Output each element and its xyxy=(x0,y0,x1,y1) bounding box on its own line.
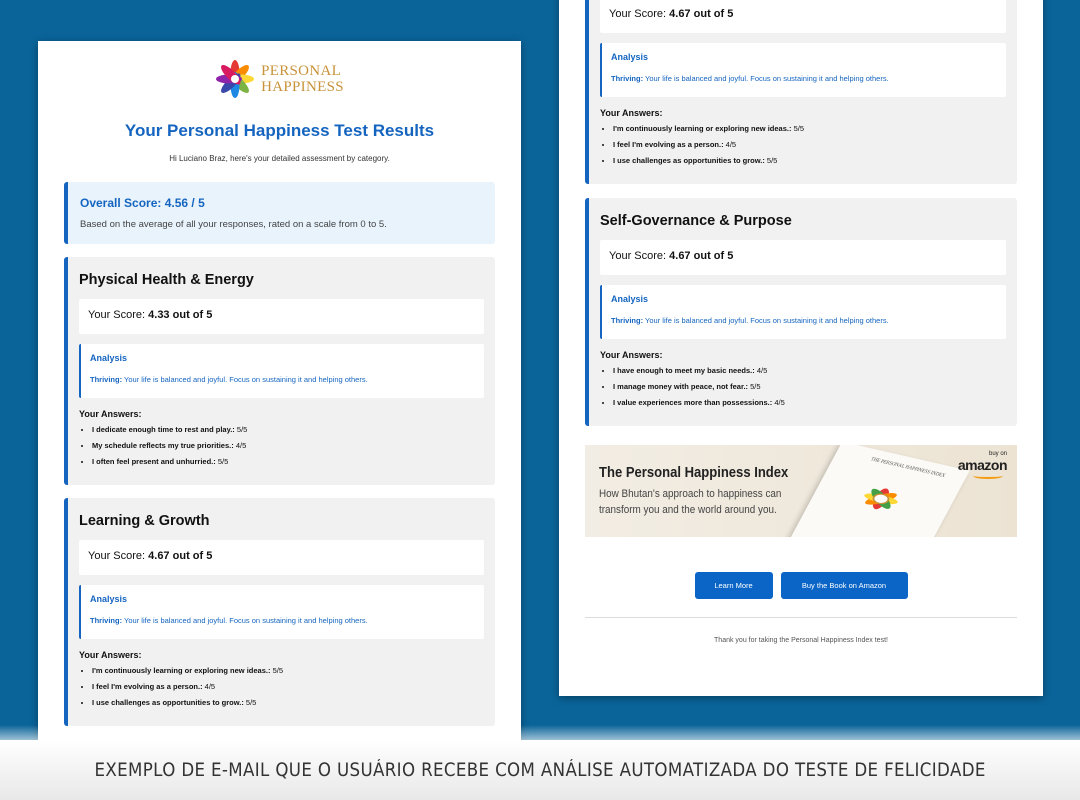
score-suffix: out of 5 xyxy=(172,309,213,321)
analysis-text xyxy=(90,375,475,384)
score-box xyxy=(79,540,484,575)
book-cover-title: THE PERSONAL HAPPINESS INDEX xyxy=(869,457,947,480)
analysis-status: Thriving: xyxy=(611,316,644,325)
score-suffix: out of 5 xyxy=(172,550,213,562)
answer-item: • I feel I'm evolving as a person.: 4/5 xyxy=(92,682,484,691)
flower-logo-icon xyxy=(215,59,255,99)
amazon-smile-icon xyxy=(973,473,1003,479)
analysis-box xyxy=(79,344,484,398)
analysis-title: Analysis xyxy=(611,52,649,62)
overall-score-title: Overall Score: 4.56 / 5 xyxy=(80,196,205,210)
email-preview-top xyxy=(38,41,521,761)
score-label: Your Score: xyxy=(609,8,667,20)
learn-more-button[interactable]: Learn More xyxy=(695,572,773,599)
analysis-title: Analysis xyxy=(90,353,128,363)
score-label: Your Score: xyxy=(88,550,146,562)
caption-bar xyxy=(0,740,1080,800)
answer-item: • I manage money with peace, not fear.: 5/5 xyxy=(613,382,1006,391)
answers-heading: Your Answers: xyxy=(79,650,142,660)
brand-line-1: PERSONAL xyxy=(261,63,342,79)
score-value: 4.67 xyxy=(669,250,691,262)
footer-divider xyxy=(585,617,1017,618)
category-self-governance-card xyxy=(585,198,1017,426)
answer-item: • I use challenges as opportunities to grow.: 5/5 xyxy=(613,156,1006,165)
answer-item: • I value experiences more than possessions.: 4/5 xyxy=(613,398,1006,407)
category-title: Learning & Growth xyxy=(79,513,210,529)
brand-line-2: HAPPINESS xyxy=(261,79,344,95)
analysis-text xyxy=(611,74,997,83)
answer-item: • My schedule reflects my true priorities.: 4/5 xyxy=(92,441,484,450)
answer-item: • I often feel present and unhurried.: 5/5 xyxy=(92,457,484,466)
category-physical-health-card xyxy=(64,257,495,485)
analysis-title: Analysis xyxy=(90,594,128,604)
analysis-title: Analysis xyxy=(611,294,649,304)
category-title: Self-Governance & Purpose xyxy=(600,213,792,229)
score-value: 4.67 xyxy=(148,550,170,562)
answers-list xyxy=(79,425,484,466)
answer-item: • I dedicate enough time to rest and play.: 5/5 xyxy=(92,425,484,434)
answer-item: • I feel I'm evolving as a person.: 4/5 xyxy=(613,140,1006,149)
overall-score-card xyxy=(64,182,495,244)
book-cover-image xyxy=(784,445,969,537)
amazon-logo: amazon xyxy=(957,457,1007,473)
analysis-box xyxy=(600,43,1006,97)
score-suffix: out of 5 xyxy=(693,8,734,20)
analysis-text xyxy=(90,616,475,625)
email-title: Your Personal Happiness Test Results xyxy=(124,121,435,140)
category-learning-growth-card xyxy=(64,498,495,726)
banner-title: The Personal Happiness Index xyxy=(599,465,789,481)
category-learning-growth-card xyxy=(585,0,1017,184)
analysis-box xyxy=(600,285,1006,339)
answers-heading: Your Answers: xyxy=(600,108,663,118)
score-label: Your Score: xyxy=(88,309,146,321)
overall-score-description: Based on the average of all your responses, rated on a scale from 0 to 5. xyxy=(80,219,387,230)
score-value: 4.33 xyxy=(148,309,170,321)
analysis-box xyxy=(79,585,484,639)
score-suffix: out of 5 xyxy=(693,250,734,262)
score-label: Your Score: xyxy=(609,250,667,262)
footer-text: Thank you for taking the Personal Happiness Index test! xyxy=(714,637,888,644)
answers-list xyxy=(600,366,1006,407)
analysis-message: Your life is balanced and joyful. Focus on sustaining it and helping others. xyxy=(124,375,368,384)
answers-heading: Your Answers: xyxy=(600,350,663,360)
answer-item: • I have enough to meet my basic needs.: 4/5 xyxy=(613,366,1006,375)
cta-buttons xyxy=(559,572,1043,599)
score-value: 4.67 xyxy=(669,8,691,20)
category-title: Physical Health & Energy xyxy=(79,272,254,288)
analysis-text xyxy=(611,316,997,325)
analysis-message: Your life is balanced and joyful. Focus on sustaining it and helping others. xyxy=(645,74,889,83)
score-box xyxy=(79,299,484,334)
buy-book-button[interactable]: Buy the Book on Amazon xyxy=(781,572,908,599)
answers-list xyxy=(600,124,1006,165)
answers-heading: Your Answers: xyxy=(79,409,142,419)
analysis-status: Thriving: xyxy=(90,616,123,625)
flower-icon xyxy=(845,473,917,524)
brand-logo xyxy=(38,58,521,100)
score-box xyxy=(600,0,1006,33)
caption-text: EXEMPLO DE E-MAIL QUE O USUÁRIO RECEBE COM ANÁLISE AUTOMATIZADA DO TESTE DE FELICIDADE xyxy=(94,759,986,781)
greeting-text: Hi Luciano Braz, here's your detailed assessment by category. xyxy=(169,154,390,163)
analysis-message: Your life is balanced and joyful. Focus on sustaining it and helping others. xyxy=(124,616,368,625)
banner-subtitle: How Bhutan's approach to happiness can transform you and the world around you. xyxy=(599,488,782,516)
answer-item: • I'm continuously learning or exploring new ideas.: 5/5 xyxy=(92,666,484,675)
answers-list xyxy=(79,666,484,707)
analysis-message: Your life is balanced and joyful. Focus on sustaining it and helping others. xyxy=(645,316,889,325)
answer-item: • I'm continuously learning or exploring new ideas.: 5/5 xyxy=(613,124,1006,133)
brand-name xyxy=(261,63,344,95)
buy-on-label: buy on xyxy=(988,451,1007,457)
analysis-status: Thriving: xyxy=(90,375,123,384)
answer-item: • I use challenges as opportunities to grow.: 5/5 xyxy=(92,698,484,707)
bottom-fade xyxy=(0,725,1080,740)
email-preview-scrolled xyxy=(559,0,1043,696)
analysis-status: Thriving: xyxy=(611,74,644,83)
score-box xyxy=(600,240,1006,275)
book-banner[interactable] xyxy=(585,445,1017,537)
